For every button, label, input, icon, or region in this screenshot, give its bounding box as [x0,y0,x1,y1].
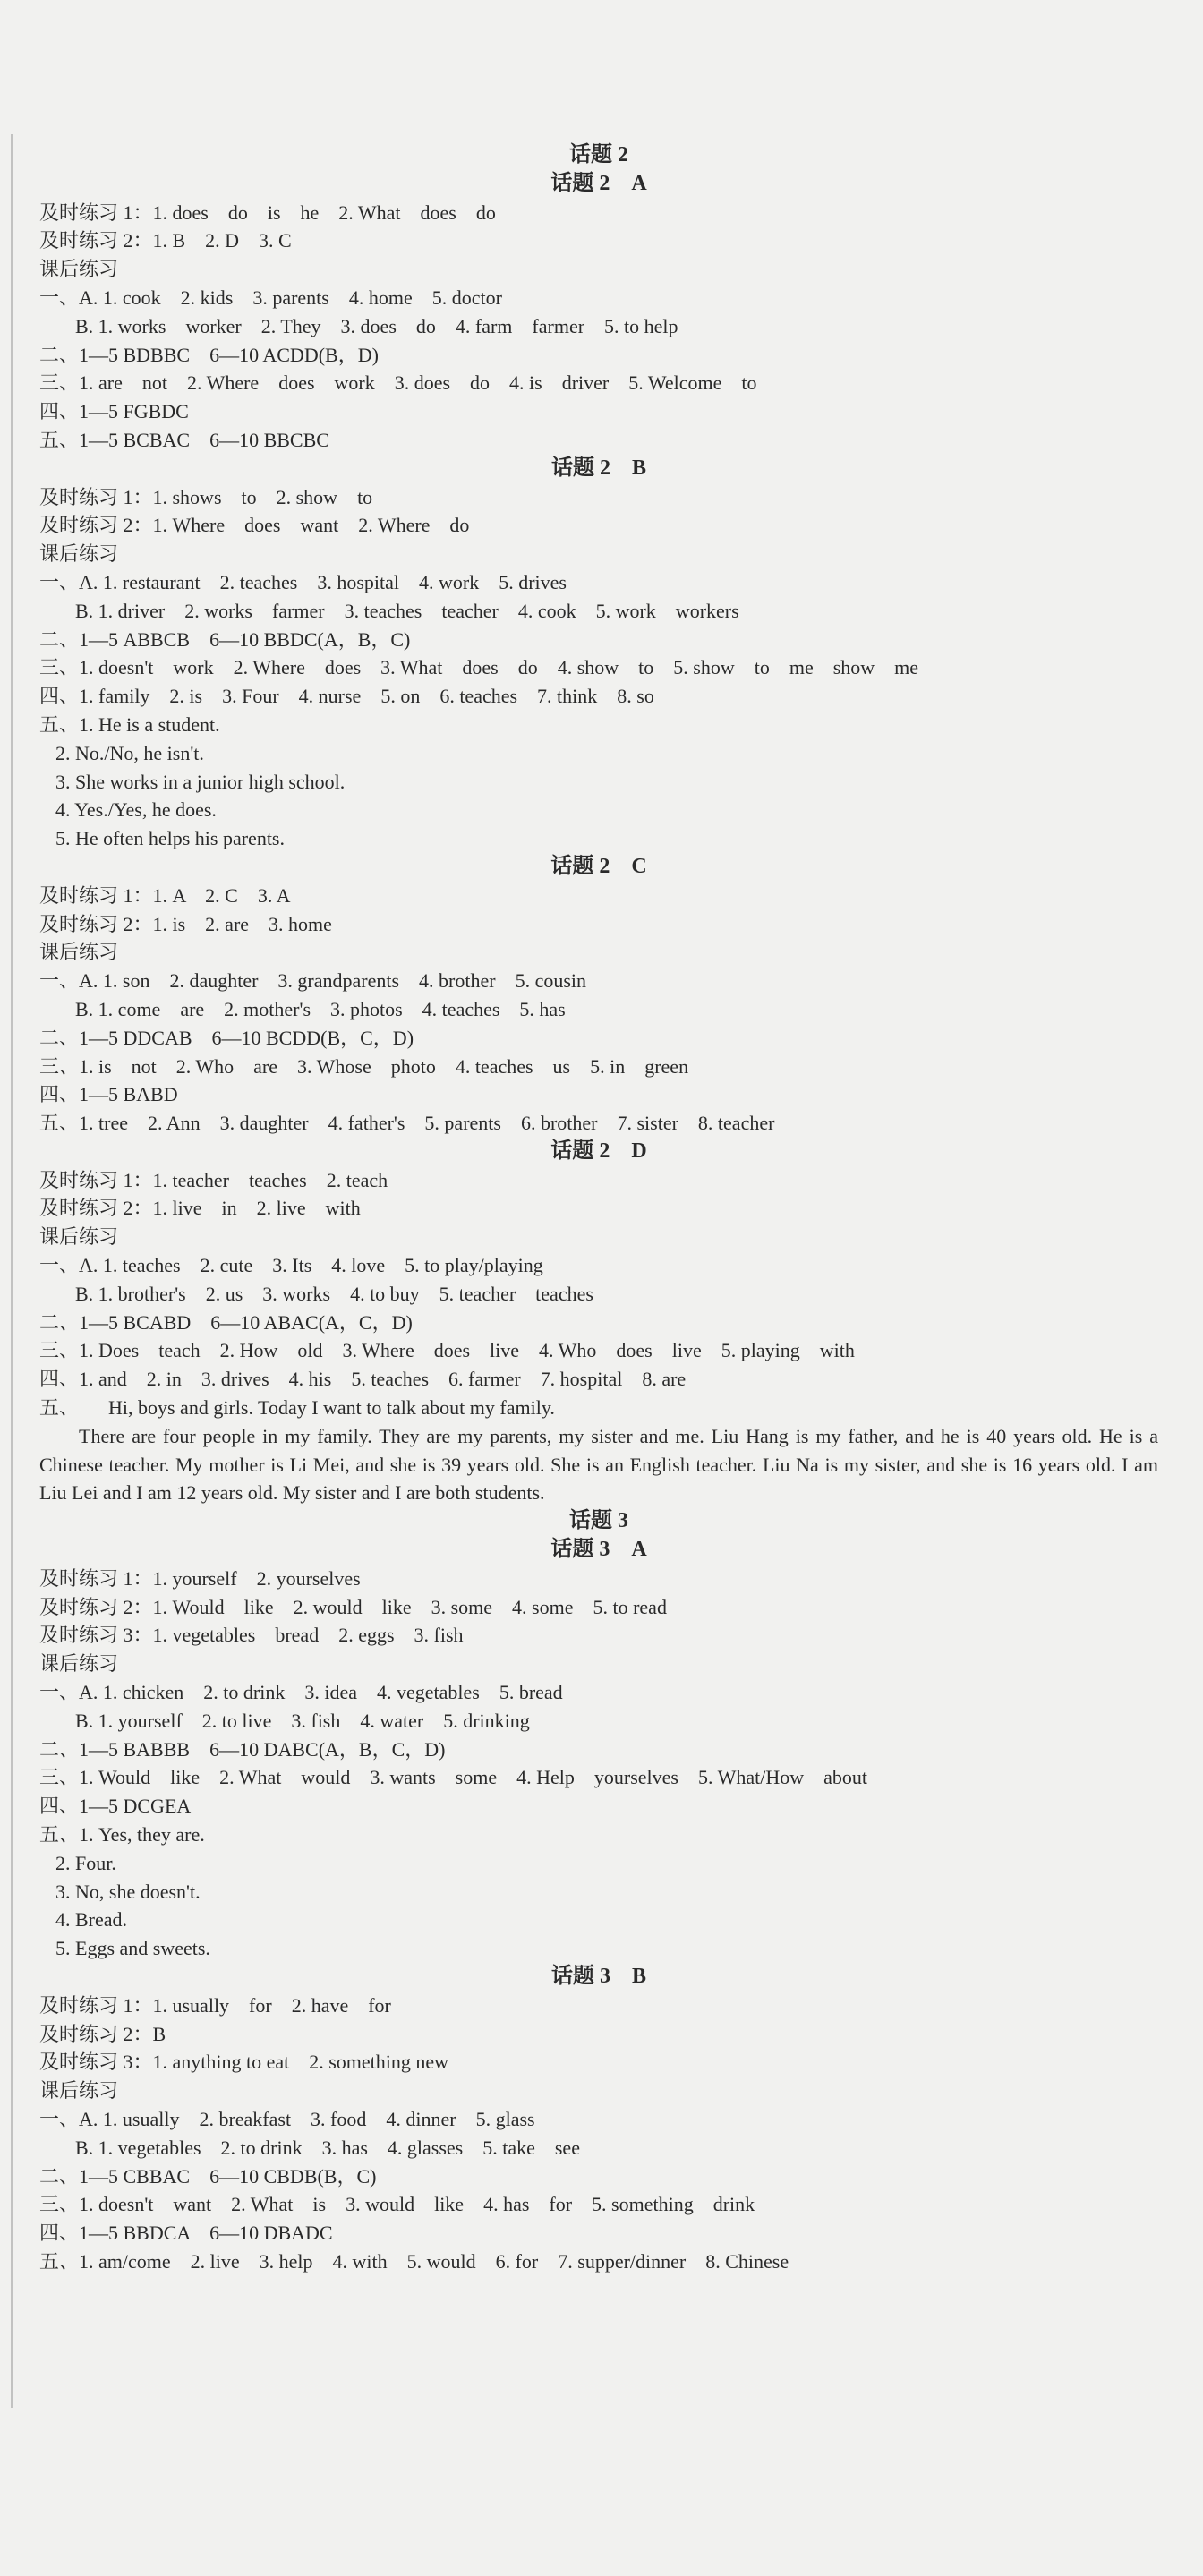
answer-line: 4. Bread. [55,1908,128,1932]
section-heading: 话题 3 B [550,1965,646,1988]
answer-line: 四、1—5 DCGEA [39,1795,192,1818]
section-heading: 话题 2 [569,143,628,166]
section-heading: 话题 2 D [550,1139,647,1163]
answer-line: 及时练习 1：1. shows to 2. show to [39,485,373,508]
answer-line: 及时练习 2：1. B 2. D 3. C [39,229,292,252]
section-heading: 话题 3 [569,1509,628,1533]
answer-line: 三、1. Would like 2. What would 3. wants some 4. Help yourselves 5. What/How about [39,1766,867,1789]
binding-margin-line [11,134,13,2408]
answer-line: 五、1. He is a student. [39,712,220,736]
answer-line: 3. She works in a junior high school. [55,770,346,793]
answer-line: 三、1. is not 2. Who are 3. Whose photo 4. teaches us 5. in green [39,1054,689,1078]
answer-line: 课后练习 [39,941,119,964]
answer-line: B. 1. driver 2. works farmer 3. teaches teacher 4. cook 5. work workers [75,599,739,622]
essay-paragraph: There are four people in my family. They are my parents, my sister and me. Liu Hang is my father, and he is 40 years old. He is a Chinese teacher. My mother is Li Mei, and she is 39 years old. She is an English teacher. Liu Na is my sister, and she is 16 years old. I am Liu Lei and I am 12 years old. My sister and I are both students. [39,1424,1158,1505]
answer-line: 及时练习 3：1. anything to eat 2. something new [39,2051,449,2074]
answer-line: 一、A. 1. son 2. daughter 3. grandparents 4. brother 5. cousin [39,969,587,993]
answer-line: 及时练习 2：1. Where does want 2. Where do [39,514,470,537]
answer-line: 五、1. am/come 2. live 3. help 4. with 5. would 6. for 7. supper/dinner 8. Chinese [39,2249,789,2273]
answer-line: 三、1. doesn't work 2. Where does 3. What does do 4. show to 5. show to me show me [39,656,919,679]
answer-line: 四、1. family 2. is 3. Four 4. nurse 5. on 6. teaches 7. think 8. so [39,685,654,708]
section-heading: 话题 2 C [550,854,647,878]
section-heading: 话题 2 A [550,171,647,195]
answer-line: 及时练习 1：1. usually for 2. have for [39,1993,391,2017]
answer-line: 二、1—5 BDBBC 6—10 ACDD(B，D) [39,343,379,366]
answer-line: 四、1—5 BBDCA 6—10 DBADC [39,2222,333,2245]
section-heading: 话题 3 A [550,1538,647,1562]
answer-line: 及时练习 1：1. yourself 2. yourselves [39,1566,361,1590]
answer-line: 及时练习 2：B [39,2022,166,2045]
answer-line: 二、1—5 CBBAC 6—10 CBDB(B，C) [39,2164,377,2188]
answer-line: 五、1. Yes, they are. [39,1823,205,1847]
answer-line: 5. He often helps his parents. [55,827,285,850]
answer-line: 二、1—5 ABBCB 6—10 BBDC(A，B，C) [39,627,411,651]
answer-line: 课后练习 [39,258,119,281]
answer-line: 2. No./No, he isn't. [55,741,204,764]
answer-line: 五、1. tree 2. Ann 3. daughter 4. father's 5. parents 6. brother 7. sister 8. teacher [39,1112,775,1135]
answer-line: 4. Yes./Yes, he does. [55,798,217,822]
answer-line: 课后练习 [39,1225,119,1249]
answer-line: 及时练习 1：1. does do is he 2. What does do [39,200,496,224]
answer-line: 五、 Hi, boys and girls. Today I want to talk about my family. [39,1396,555,1420]
section-heading: 话题 2 B [550,456,646,480]
answer-line: 四、1. and 2. in 3. drives 4. his 5. teaches 6. farmer 7. hospital 8. are [39,1368,687,1391]
answer-line: 及时练习 2：1. Would like 2. would like 3. some 4. some 5. to read [39,1595,667,1618]
answer-line: 课后练习 [39,2079,119,2103]
answer-line: 2. Four. [55,1851,116,1874]
answer-line: 四、1—5 FGBDC [39,400,189,423]
answer-line: 及时练习 2：1. is 2. are 3. home [39,912,332,935]
answer-line: 二、1—5 BCABD 6—10 ABAC(A，C，D) [39,1310,413,1334]
answer-line: 三、1. doesn't want 2. What is 3. would like 4. has for 5. something drink [39,2193,755,2216]
answer-line: 3. No, she doesn't. [55,1880,200,1903]
answer-line: 三、1. Does teach 2. How old 3. Where does live 4. Who does live 5. playing with [39,1339,855,1362]
answer-line: 5. Eggs and sweets. [55,1937,210,1960]
answer-line: 一、A. 1. cook 2. kids 3. parents 4. home 5. doctor [39,286,502,309]
answer-line: 三、1. are not 2. Where does work 3. does do 4. is driver 5. Welcome to [39,371,757,395]
answer-line: 课后练习 [39,542,119,566]
answer-line: 课后练习 [39,1652,119,1676]
answer-line: 及时练习 3：1. vegetables bread 2. eggs 3. fish [39,1624,464,1647]
answer-line: B. 1. yourself 2. to live 3. fish 4. water 5. drinking [75,1709,530,1732]
answer-line: B. 1. brother's 2. us 3. works 4. to buy 5. teacher teaches [75,1282,593,1305]
answer-line: 及时练习 1：1. A 2. C 3. A [39,883,291,907]
answer-line: 二、1—5 BABBB 6—10 DABC(A，B，C，D) [39,1737,446,1761]
answer-line: 一、A. 1. usually 2. breakfast 3. food 4. dinner 5. glass [39,2107,535,2130]
answer-content [39,141,1158,2276]
answer-line: 一、A. 1. chicken 2. to drink 3. idea 4. vegetables 5. bread [39,1681,563,1704]
answer-line: 二、1—5 DDCAB 6—10 BCDD(B，C，D) [39,1026,414,1049]
answer-line: B. 1. vegetables 2. to drink 3. has 4. glasses 5. take see [75,2136,580,2159]
answer-line: 一、A. 1. restaurant 2. teaches 3. hospital 4. work 5. drives [39,570,567,593]
answer-line: 一、A. 1. teaches 2. cute 3. Its 4. love 5. to play/playing [39,1254,543,1277]
answer-line: 及时练习 2：1. live in 2. live with [39,1197,361,1220]
answer-line: B. 1. works worker 2. They 3. does do 4. farm farmer 5. to help [75,314,678,337]
answer-line: B. 1. come are 2. mother's 3. photos 4. teaches 5. has [75,997,566,1020]
answer-line: 及时练习 1：1. teacher teaches 2. teach [39,1168,388,1191]
answer-line: 五、1—5 BCBAC 6—10 BBCBC [39,428,329,451]
answer-line: 四、1—5 BABD [39,1083,178,1106]
